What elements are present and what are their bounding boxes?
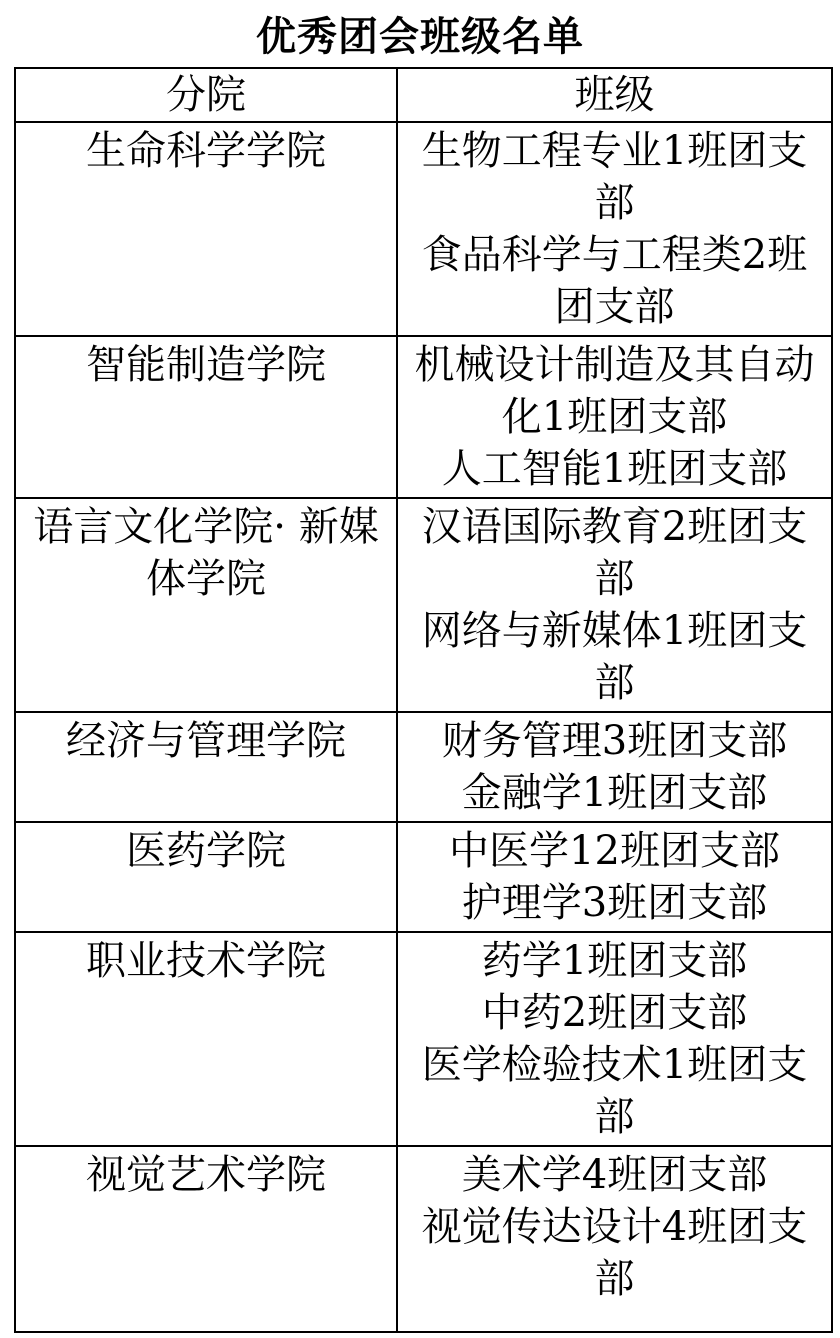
class-name: 食品科学与工程类2班团支部 bbox=[421, 232, 808, 330]
class-name: 视觉传达设计4班团支部 bbox=[421, 1204, 808, 1302]
column-header-class: 班级 bbox=[397, 68, 832, 122]
table-row bbox=[15, 498, 832, 712]
college-cell bbox=[15, 498, 397, 712]
class-cell bbox=[397, 1146, 832, 1332]
college-name: 智能制造学院 bbox=[86, 342, 326, 388]
table-header-row bbox=[15, 68, 832, 122]
class-name: 生物工程专业1班团支部 bbox=[421, 128, 808, 226]
class-name: 中药2班团支部 bbox=[481, 990, 748, 1036]
class-name: 金融学1班团支部 bbox=[461, 770, 768, 816]
class-name: 机械设计制造及其自动化1班团支部 bbox=[414, 342, 815, 440]
class-name: 人工智能1班团支部 bbox=[441, 446, 788, 492]
class-name: 医学检验技术1班团支部 bbox=[421, 1042, 808, 1140]
class-cell bbox=[397, 498, 832, 712]
class-cell bbox=[397, 122, 832, 336]
page-title: 优秀团会班级名单 bbox=[256, 14, 584, 60]
table-row bbox=[15, 712, 832, 822]
college-cell bbox=[15, 122, 397, 336]
class-cell bbox=[397, 712, 832, 822]
college-name: 生命科学学院 bbox=[86, 128, 326, 174]
college-cell bbox=[15, 932, 397, 1146]
table-row bbox=[15, 822, 832, 932]
college-name: 视觉艺术学院 bbox=[86, 1152, 326, 1198]
class-name: 汉语国际教育2班团支部 bbox=[421, 504, 808, 602]
class-name: 美术学4班团支部 bbox=[461, 1152, 768, 1198]
class-cell bbox=[397, 932, 832, 1146]
table-row bbox=[15, 122, 832, 336]
class-name: 护理学3班团支部 bbox=[461, 880, 768, 926]
class-cell bbox=[397, 822, 832, 932]
class-name: 财务管理3班团支部 bbox=[441, 718, 788, 764]
table-row bbox=[15, 1146, 832, 1332]
table-row bbox=[15, 932, 832, 1146]
college-name: 语言文化学院· 新媒体学院 bbox=[33, 504, 379, 602]
college-cell bbox=[15, 712, 397, 822]
college-cell bbox=[15, 822, 397, 932]
class-cell bbox=[397, 336, 832, 498]
class-name: 网络与新媒体1班团支部 bbox=[421, 608, 808, 706]
college-name: 医药学院 bbox=[126, 828, 286, 874]
college-cell bbox=[15, 336, 397, 498]
class-name: 中医学12班团支部 bbox=[449, 828, 780, 874]
column-header-college: 分院 bbox=[15, 68, 397, 122]
class-roster-table bbox=[14, 67, 833, 1333]
class-name: 药学1班团支部 bbox=[481, 938, 748, 984]
college-name: 经济与管理学院 bbox=[66, 718, 346, 764]
college-name: 职业技术学院 bbox=[86, 938, 326, 984]
college-cell bbox=[15, 1146, 397, 1332]
table-row bbox=[15, 336, 832, 498]
